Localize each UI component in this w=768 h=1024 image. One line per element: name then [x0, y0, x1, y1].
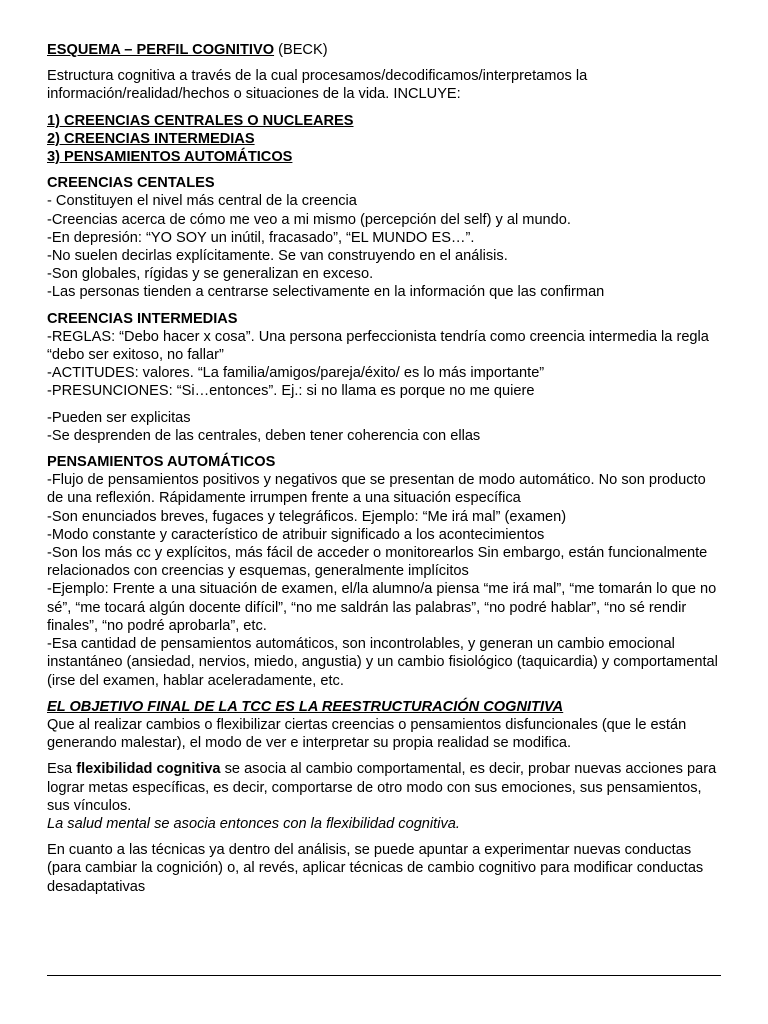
list-item: -Creencias acerca de cómo me veo a mi mismo (percepción del self) y al mundo.: [47, 211, 571, 228]
document-title: [47, 41, 723, 59]
title-main: ESQUEMA – PERFIL COGNITIVO: [47, 42, 275, 58]
list-item: -PRESUNCIONES: “Si…entonces”. Ej.: si no llama es porque no me quiere: [47, 383, 535, 400]
list-item: -Pueden ser explicitas: [47, 409, 191, 426]
list-item: -Ejemplo: Frente a una situación de examen, el/la alumno/a piensa “me irá mal”, “me tomarán lo que no sé”, “me tocará algún docente difícil”, “no me saldrán las palabras”, “no podré hablar”, “no sé rendir finales”, “no podré aprobarla”, etc.: [47, 581, 717, 634]
section-creencias-intermedias: [47, 310, 723, 401]
list-item: -Son los más cc y explícitos, más fácil de acceder o monitorearlos Sin embargo, están funcionalmente relacionados con creencias y esquemas, generalmente implícitos: [47, 545, 708, 580]
list-item: -Se desprenden de las centrales, deben tener coherencia con ellas: [47, 427, 481, 444]
section-objetivo: [47, 698, 723, 753]
objective-text: Que al realizar cambios o flexibilizar ciertas creencias o pensamientos disfuncionales (que le están generando malestar), el modo de ver e interpretar su propia realidad se modifica.: [47, 716, 687, 752]
list-item: -Son globales, rígidas y se generalizan en exceso.: [47, 266, 374, 283]
section-creencias-centrales: [47, 174, 723, 301]
includes-list: [47, 112, 723, 167]
list-item: -En depresión: “YO SOY un inútil, fracasado”, “EL MUNDO ES…”.: [47, 229, 475, 246]
document-page: [47, 41, 723, 896]
list-item: -ACTITUDES: valores. “La familia/amigos/pareja/éxito/ es lo más importante”: [47, 365, 545, 382]
list-item: -No suelen decirlas explícitamente. Se van construyendo en el análisis.: [47, 248, 508, 265]
flexibility-pre: Esa: [47, 761, 77, 778]
section-heading: PENSAMIENTOS AUTOMÁTICOS: [47, 454, 276, 471]
title-suffix: (BECK): [274, 42, 328, 58]
intro-paragraph: Estructura cognitiva a través de la cual procesamos/decodificamos/interpretamos la información/realidad/hechos o situaciones de la vida. INCLUYE:: [47, 68, 588, 103]
list-item: -REGLAS: “Debo hacer x cosa”. Una persona perfeccionista tendría como creencia intermedia la regla “debo ser exitoso, no fallar”: [47, 328, 709, 364]
flexibility-post: se asocia al cambio comportamental, es decir, probar nuevas acciones para lograr metas específicas, es decir, comportarse de otro modo con sus emociones, sus pensamientos, sus vínculos.: [47, 761, 717, 814]
section-heading: CREENCIAS CENTALES: [47, 175, 215, 192]
list-item: -Son enunciados breves, fugaces y telegráficos. Ejemplo: “Me irá mal” (examen): [47, 508, 567, 525]
list-item: -Modo constante y característico de atribuir significado a los acontecimientos: [47, 526, 545, 543]
list-item: -Las personas tienden a centrarse selectivamente en la información que las confirman: [47, 284, 605, 301]
list-item: -Flujo de pensamientos positivos y negativos que se presentan de modo automático. No son producto de una reflexión. Rápidamente irrumpen frente a una situación específica: [47, 472, 706, 507]
section-heading: CREENCIAS INTERMEDIAS: [47, 310, 238, 327]
list-item: -Esa cantidad de pensamientos automáticos, son incontrolables, y generan un cambio emocional instantáneo (ansiedad, nervios, miedo, angustia) y un cambio fisiológico (taquicardia) y comportamental (irse del examen, hablar aceleradamente, etc.: [47, 636, 718, 689]
includes-item: 1) CREENCIAS CENTRALES O NUCLEARES: [47, 112, 354, 129]
techniques-paragraph: En cuanto a las técnicas ya dentro del análisis, se puede apuntar a experimentar nuevas conductas (para cambiar la cognición) o, al revés, aplicar técnicas de cambio cognitivo para modificar conductas desadaptativas: [47, 842, 704, 895]
objective-heading: EL OBJETIVO FINAL DE LA TCC ES LA REESTRUCTURACIÓN COGNITIVA: [47, 698, 564, 715]
includes-item: 3) PENSAMIENTOS AUTOMÁTICOS: [47, 149, 293, 166]
intermedias-notes: [47, 409, 723, 445]
list-item: - Constituyen el nivel más central de la creencia: [47, 193, 357, 210]
flexibility-term: flexibilidad cognitiva: [76, 761, 221, 778]
mental-health-note: La salud mental se asocia entonces con la flexibilidad cognitiva.: [47, 815, 460, 832]
includes-item: 2) CREENCIAS INTERMEDIAS: [47, 130, 255, 147]
section-pensamientos-automaticos: [47, 453, 723, 690]
flexibility-paragraph: [47, 760, 723, 815]
footer-divider: [47, 975, 721, 976]
